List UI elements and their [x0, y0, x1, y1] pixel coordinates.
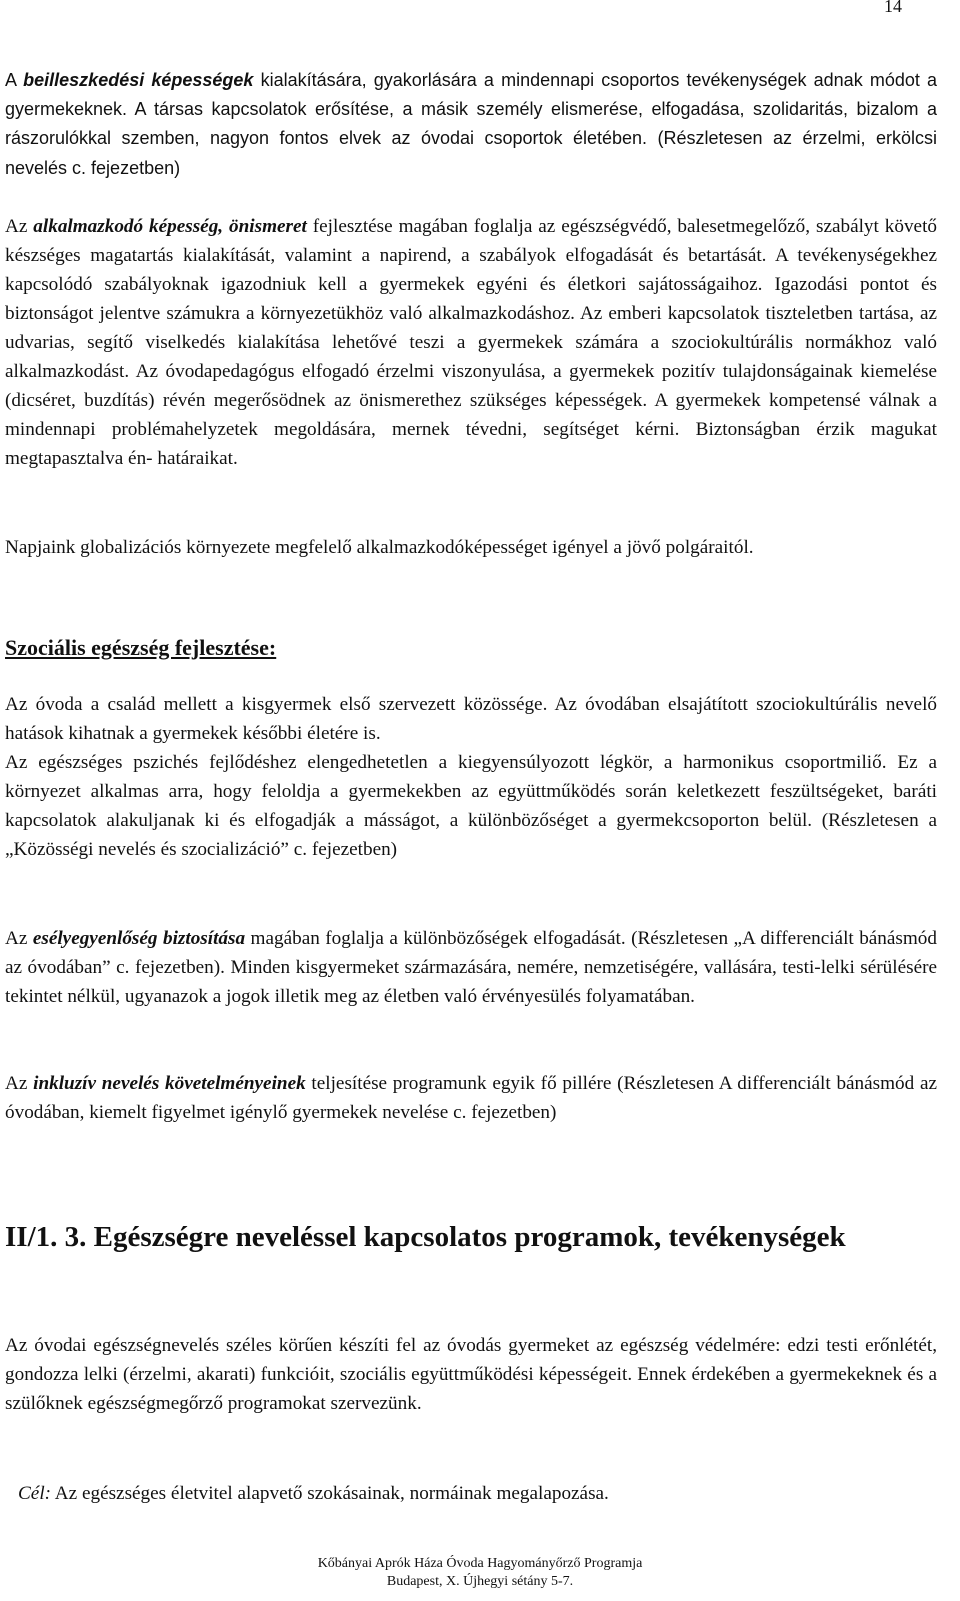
paragraph-health-education: Az óvodai egészségnevelés széles körűen készíti fel az óvodás gyermeket az egészség védelmére: edzi testi erőnlétét, gondozza lelki (érzelmi, akarati) funkcióit, szociális együttműködési képességeit. Ennek érdekében a gyermekeknek és a szülőknek egészségmegőrző programokat szervezünk. — [5, 1335, 937, 1414]
goal-statement: Cél: Az egészséges életvitel alapvető szokásainak, normáinak megalapozása. — [18, 1483, 609, 1504]
emphasis-equal-opportunity: esélyegyenlőség biztosítása — [32, 928, 246, 949]
paragraph-inclusive-education: Az inkluzív nevelés követelményeinek teljesítése programunk egyik fő pillére (Részletesen A differenciált bánásmód az óvodában, kiemelt figyelmet igénylő gyermekek nevelése c. fejezetben) — [5, 1073, 938, 1123]
paragraph-community: Az óvoda a család mellett a kisgyermek első szervezett közössége. Az óvodában elsajátított szociokultúrális nevelő hatások kihatnak a gyermekek későbbi életére is. — [5, 694, 937, 744]
paragraph-psychic-development: Az egészséges pszichés fejlődéshez elengedhetetlen a kiegyensúlyozott légkör, a harmonikus csoportmiliő. Ez a környezet alkalmas arra, hogy feloldja a gyermekekben az együttműködés során keletkezett feszültségeket, baráti kapcsolatok alakuljanak ki és elfogadják a másságot, a különbözőséget a gyermekcsoporton belül. (Részletesen a „Közösségi nevelés és szocializáció” c. fejezetben) — [5, 752, 937, 860]
section-heading: II/1. 3. Egészségre neveléssel kapcsolatos programok, tevékenységek — [5, 1221, 846, 1253]
footer-line-1: Kőbányai Aprók Háza Óvoda Hagyományőrző Programja — [317, 1556, 643, 1571]
footer-line-2: Budapest, X. Újhegyi sétány 5-7. — [386, 1574, 574, 1589]
paragraph-integration-skills: A beilleszkedési képességek kialakítására, gyakorlására a mindennapi csoportos tevékenységek adnak módot a gyermekeknek. A társas kapcsolatok erősítése, a másik személy elismerése, elfogadása, szolidaritás, bizalom a rászorulókkal szemben, nagyon fontos elvek az óvodai csoportok életében. (Részletesen az érzelmi, erkölcsi nevelés c. fejezetben) — [5, 70, 937, 178]
heading-social-health: Szociális egészség fejlesztése: — [5, 635, 277, 660]
paragraph-adaptive-ability: Az alkalmazkodó képesség, önismeret fejlesztése magában foglalja az egészségvédő, balesetmegelőző, szabályt követő készséges magatartás kialakítását, valamint a napirend, a szabályok elfogadását és betartását. A tevékenységekhez kapcsolódó szabályoknak igazodniuk kell a gyermekek egyéni és életkori sajátosságaihoz. Igazodási pontot és biztonságot jelentve számukra a környezetükhöz való alkalmazkodáshoz. Az emberi kapcsolatok tiszteletben tartása, az udvarias, segítő viselkedés kialakítása lehetővé teszi a gyermekek számára a szociokultúrális normákhoz való alkalmazkodást. Az óvodapedagógus elfogadó érzelmi viszonyulása, a gyermekek pozitív tulajdonságainak kiemelése (dicséret, buzdítás) révén megerősödnek az önismerethez szükséges képességek. A gyermekek kompetensé válnak a mindennapi problémahelyzetek megoldására, mernek tévedni, segítséget kérni. Biztonságban érzik magukat megtapasztalva én- határaikat. — [5, 216, 938, 469]
goal-label: Cél: — [18, 1483, 52, 1504]
emphasis-inclusive-education: inkluzív nevelés követelményeinek — [33, 1073, 306, 1094]
paragraph-equal-opportunity: Az esélyegyenlőség biztosítása magában foglalja a különbözőségek elfogadását. (Részletesen „A differenciált bánásmód az óvodában” c. fejezetben). Minden kisgyermeket származására, nemére, nemzetiségére, vallására, testi-lelki sérülésére tekintet nélkül, ugyanazok a jogok illetik meg az életben való érvényesülés folyamatában. — [5, 928, 937, 1007]
emphasis-adaptive-ability: alkalmazkodó képesség, önismeret — [33, 216, 307, 237]
page-number: 14 — [884, 0, 902, 16]
emphasis-integration-skills: beilleszkedési képességek — [23, 70, 254, 90]
paragraph-globalization: Napjaink globalizációs környezete megfelelő alkalmazkodóképességet igényel a jövő polgáraitól. — [5, 537, 754, 558]
